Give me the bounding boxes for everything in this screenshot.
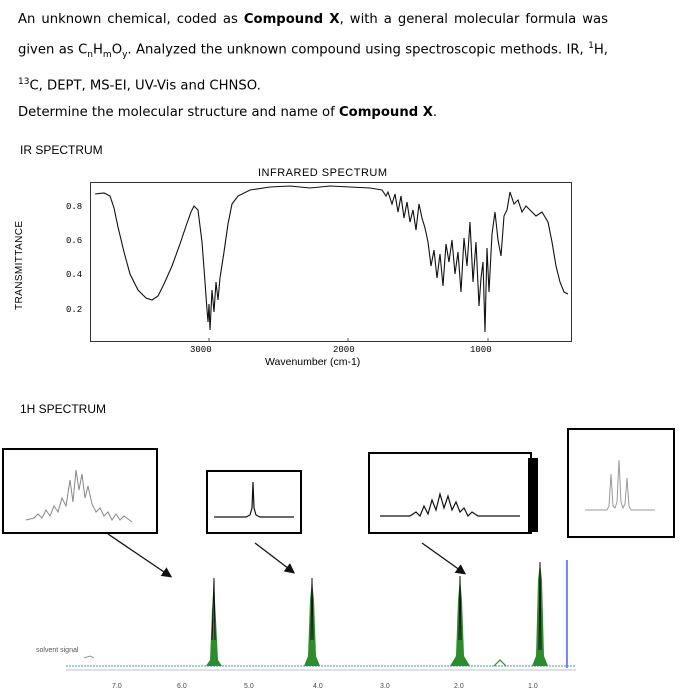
ir-ytick-06: 0.6	[66, 236, 83, 246]
ir-xtick-1000: 1000	[470, 345, 492, 355]
ppm-tick-2: 2.0	[454, 683, 464, 690]
solvent-signal-label: solvent signal	[36, 647, 79, 654]
ppm-tick-3: 3.0	[380, 683, 390, 690]
ir-y-axis-label: TRANSMITTANCE	[14, 220, 25, 310]
ir-ytick-04: 0.4	[66, 270, 83, 280]
inset-singlet	[206, 470, 302, 534]
peak-triplet	[532, 562, 548, 666]
small-hump	[494, 660, 506, 666]
ir-spectrum-plot	[90, 182, 572, 342]
compound-name: Compound X	[243, 12, 340, 27]
ir-xtick-3000: 3000	[190, 345, 212, 355]
ir-xtick-2000: 2000	[333, 345, 355, 355]
ir-ytick-08: 0.8	[66, 202, 83, 212]
inset-multiplet	[368, 452, 532, 534]
ir-x-axis-label: Wavenumber (cm-1)	[265, 356, 361, 368]
question-paragraph: An unknown chemical, coded as Compound X, with a general molecular formula was given as $C_nH_mO_y$. Analyzed the unknown compound using spectroscopic methods. IR, $^1$H, $^{13}$C, DEPT, MS-EI, UV-Vis and CHNSO.	[18, 12, 608, 94]
h-nmr-spectrum	[66, 560, 576, 680]
ir-section-heading: IR SPECTRUM	[20, 143, 103, 157]
peak-multiplet	[450, 576, 470, 666]
task-paragraph: Determine the molecular structure and name of Compound X.	[18, 105, 438, 121]
question-text	[18, 6, 608, 126]
ppm-tick-5: 5.0	[244, 683, 254, 690]
ppm-tick-7: 7.0	[112, 683, 122, 690]
peak-aromatic	[206, 578, 222, 666]
inset-divider-bar	[528, 458, 538, 532]
ppm-tick-6: 6.0	[177, 683, 187, 690]
ppm-tick-1: 1.0	[528, 683, 538, 690]
h-section-heading: 1H SPECTRUM	[20, 402, 107, 416]
inset-triplet	[567, 428, 675, 538]
inset-aromatic-multiplet	[2, 448, 158, 534]
ir-ytick-02: 0.2	[66, 305, 83, 315]
ppm-tick-4: 4.0	[313, 683, 323, 690]
task-compound-name: Compound X	[338, 105, 433, 121]
ir-plot-title: INFRARED SPECTRUM	[258, 167, 388, 179]
peak-singlet	[304, 578, 320, 666]
